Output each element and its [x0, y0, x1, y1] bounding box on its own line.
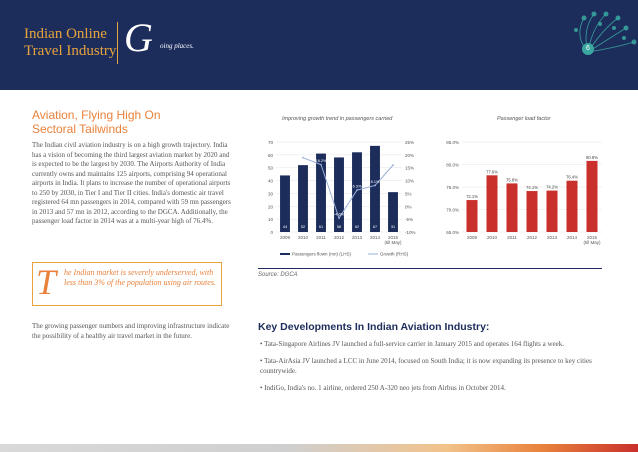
list-item: • Tata-Singapore Airlines JV launched a full-service carrier in January 2015 and operates 164 flights a week. [260, 340, 564, 348]
x-tick-label: 2015 [387, 235, 399, 240]
y-tick-label: 70.0% [446, 207, 459, 213]
x-tick-label: 2011 [316, 235, 326, 240]
chart1-title: Improving growth trend in passengers carried [282, 116, 393, 122]
bar [298, 165, 308, 232]
section-title [32, 108, 232, 136]
bar-data-label: 72.1% [466, 194, 478, 200]
source-divider [258, 268, 602, 269]
y-left-tick-label: 50 [267, 165, 273, 171]
section-title-line1: Aviation, Flying High On [32, 108, 161, 122]
growth-point [320, 164, 322, 166]
legend-label: Growth (RHS) [380, 251, 409, 257]
section-title-line2: Sectoral Tailwinds [32, 122, 128, 136]
bar [547, 191, 558, 232]
y-left-tick-label: 10 [267, 217, 273, 223]
growth-point [302, 157, 304, 159]
x-tick-label: 2014 [369, 235, 381, 240]
bar [567, 181, 578, 232]
y-tick-label: 85.0% [446, 140, 459, 145]
bar-data-label: 58 [336, 225, 342, 229]
y-right-tick-label: 25% [405, 140, 415, 145]
x-tick-label: 2009 [279, 235, 291, 240]
brand-divider [117, 22, 118, 64]
load-factor-chart [436, 136, 606, 260]
peacock-feather-icon [564, 6, 638, 66]
bar-data-label: 62 [354, 225, 360, 229]
bar [527, 191, 538, 232]
chart2-title: Passenger load factor [497, 116, 551, 122]
growth-point [338, 217, 340, 219]
bar [370, 146, 380, 232]
x-tick-label: (till May) [384, 240, 402, 245]
bar-data-label: 74.1% [526, 185, 538, 191]
growth-data-label: 16.2% [315, 159, 327, 164]
bar-data-label: 67 [372, 225, 378, 229]
x-tick-label: 2012 [526, 235, 538, 240]
x-tick-label: (till May) [583, 240, 601, 245]
bar-data-label: 77.6% [486, 169, 498, 175]
bar [587, 161, 598, 232]
y-right-tick-label: 10% [405, 178, 415, 184]
growth-data-label: 18.9% [297, 152, 309, 157]
bar-data-label: 44 [282, 225, 288, 229]
bar-data-label: 75.8% [506, 177, 518, 183]
growth-data-label: 8.1% [370, 179, 380, 184]
bar [280, 175, 290, 232]
pull-quote-initial: T [36, 262, 57, 302]
y-right-tick-label: 20% [405, 152, 415, 158]
x-tick-label: 2010 [297, 235, 309, 240]
bar-data-label: 80.8% [586, 154, 598, 160]
bar-data-label: 76.4% [566, 174, 578, 180]
logo-tagline: oing places. [160, 42, 194, 50]
bar [352, 152, 362, 232]
y-left-tick-label: 70 [267, 140, 273, 145]
x-tick-label: 2012 [333, 235, 345, 240]
x-tick-label: 2011 [507, 235, 517, 240]
source-note: Source: DGCA [258, 272, 298, 278]
y-right-tick-label: -5% [405, 217, 414, 223]
growth-data-label: -4.6% [334, 212, 344, 217]
y-right-tick-label: 5% [405, 191, 412, 197]
brand-title-line1: Indian Online [24, 26, 107, 42]
pull-quote-text: he Indian market is severely underserved, with less than 3% of the population using air routes. [64, 268, 216, 287]
y-left-tick-label: 60 [267, 152, 273, 158]
y-right-tick-label: 0% [405, 204, 412, 210]
x-tick-label: 2013 [546, 235, 558, 240]
y-left-tick-label: 40 [267, 178, 273, 184]
growth-point [374, 185, 376, 187]
y-tick-label: 75.0% [446, 185, 459, 190]
y-left-tick-label: 20 [267, 204, 273, 210]
closing-paragraph: The growing passenger numbers and improving infrastructure indicate the possibility of a healthy air travel market in the future. [32, 322, 230, 340]
legend-swatch-bars [280, 253, 290, 255]
brand-title-line2: Travel Industry [24, 43, 117, 59]
passengers-chart [256, 136, 426, 260]
bar-data-label: 31 [390, 225, 396, 229]
x-tick-label: 2010 [486, 235, 498, 240]
intro-paragraph: The Indian civil aviation industry is on a high growth trajectory. India has a vision of becoming the third largest aviation market by 2020 and is expected to be the largest by 2030. The Airports Authority of India currently owns and maintains 125 airports, comprising 94 operational airports in India. It plans to increase the number of operational airports to 250 by 2030, in Tier I and Tier II cities. India's domestic air travel registered 64 mn passengers in 2014, compared with 59 mn passengers in 2013 and 57 mn in 2012, according to the DGCA. Additionally, the passenger load factor in 2014 was at a multi-year high of 76.4%. [32, 141, 231, 225]
growth-point [392, 164, 394, 166]
growth-data-label: 6.3% [352, 184, 362, 189]
page-number-badge: 6 [582, 43, 594, 55]
key-developments-title: Key Developments In Indian Aviation Industry: [258, 321, 490, 333]
list-item-text: Tata-Singapore Airlines JV launched a full-service carrier in January 2015 and operates 164 flights a week. [264, 340, 564, 348]
going-places-logo: G [124, 15, 153, 60]
y-tick-label: 80.0% [446, 162, 459, 168]
bar [467, 200, 478, 232]
x-tick-label: 2009 [466, 235, 478, 240]
y-right-tick-label: -10% [405, 230, 416, 235]
legend-label: Passengers flown (mn) (LHS) [292, 251, 352, 257]
bar-data-label: 74.2% [546, 184, 558, 190]
x-tick-label: 2015 [586, 235, 598, 240]
y-left-tick-label: 0 [270, 230, 273, 235]
bar-data-label: 52 [300, 225, 306, 229]
list-item: • IndiGo, India's no. 1 airline, ordered 250 A-320 neo jets from Airbus in October 2014. [260, 384, 506, 392]
growth-data-label: 16.0% [387, 159, 399, 164]
footer-gradient-bar [0, 444, 638, 452]
list-item-text: Tata-AirAsia JV launched a LCC in June 2014, focused on South India; it is now expanding its presence to key cities countrywide. [260, 357, 592, 375]
y-right-tick-label: 15% [405, 165, 415, 171]
y-tick-label: 65.0% [446, 230, 459, 235]
bar-data-label: 61 [318, 225, 324, 229]
bar [507, 183, 518, 232]
x-tick-label: 2013 [351, 235, 363, 240]
y-left-tick-label: 30 [267, 191, 273, 197]
bar [487, 175, 498, 232]
list-item-text: IndiGo, India's no. 1 airline, ordered 250 A-320 neo jets from Airbus in October 2014. [264, 384, 506, 392]
growth-point [356, 189, 358, 191]
page-header [0, 0, 638, 90]
x-tick-label: 2014 [566, 235, 578, 240]
bar [334, 157, 344, 232]
list-item: • Tata-AirAsia JV launched a LCC in June 2014, focused on South India; it is now expanding its presence to key cities countrywide. [260, 357, 592, 375]
